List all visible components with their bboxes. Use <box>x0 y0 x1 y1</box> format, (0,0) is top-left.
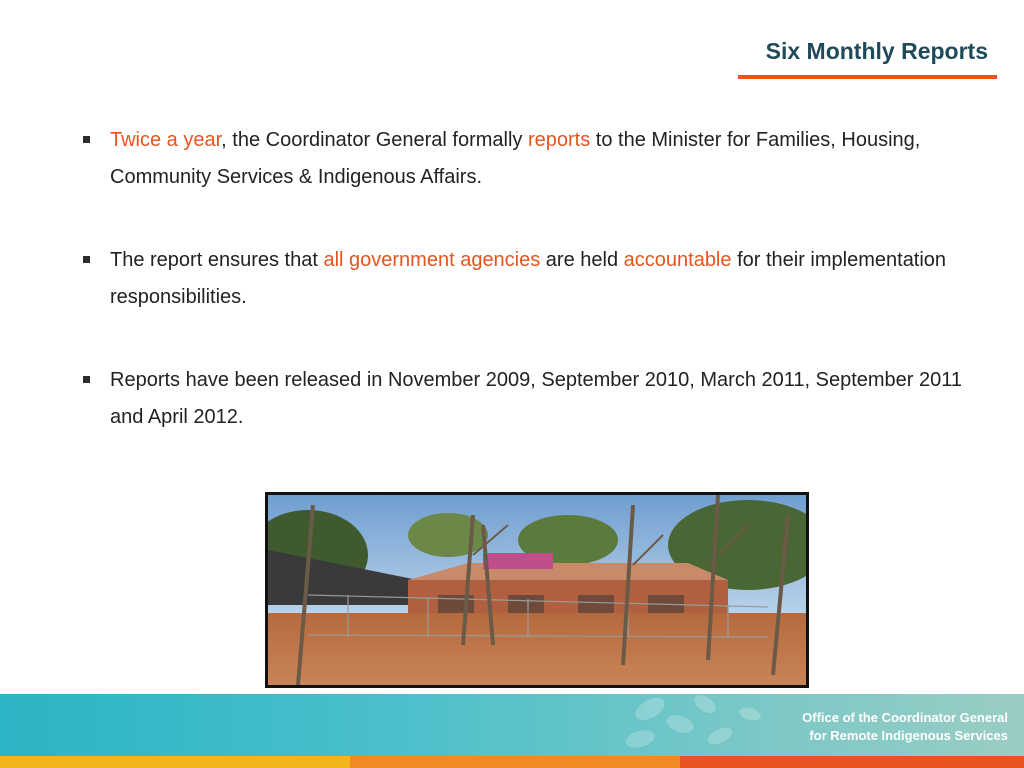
highlight-text: Twice a year <box>110 129 222 151</box>
stripe-yellow <box>0 756 350 768</box>
leaf-decoration-icon <box>610 694 810 756</box>
title-underline <box>738 75 997 79</box>
bullet-text: The report ensures that <box>110 249 324 271</box>
bullet-text: to the Minister for Families, Housing, Community Services & Indigenous Affairs. <box>110 129 921 188</box>
organization-name-line2: for Remote Indigenous Services <box>809 728 1008 743</box>
organization-name <box>802 709 1008 745</box>
bullet-text: for their implementation responsibilities. <box>110 249 947 308</box>
bullet-item <box>80 122 980 196</box>
highlight-text: all government agencies <box>323 249 541 271</box>
building-photo <box>265 492 809 688</box>
footer-banner <box>0 694 1024 756</box>
highlight-text: accountable <box>623 249 732 271</box>
bullet-list <box>80 122 980 482</box>
organization-name-line1: Office of the Coordinator General <box>802 710 1008 725</box>
slide-title: Six Monthly Reports <box>765 38 988 64</box>
bullet-item <box>80 242 980 316</box>
bullet-square-icon <box>83 136 90 143</box>
bullet-text: are held <box>540 249 624 271</box>
highlight-text: reports <box>527 129 591 151</box>
footer-color-stripe <box>0 756 1024 768</box>
bullet-item <box>80 362 980 436</box>
bullet-text: Reports have been released in November 2009, September 2010, March 2011, September 2011 and April 2012. <box>110 369 963 428</box>
bullet-square-icon <box>83 256 90 263</box>
bullet-text: , the Coordinator General formally <box>221 129 528 151</box>
stripe-orange <box>350 756 680 768</box>
stripe-red <box>680 756 1024 768</box>
bullet-square-icon <box>83 376 90 383</box>
